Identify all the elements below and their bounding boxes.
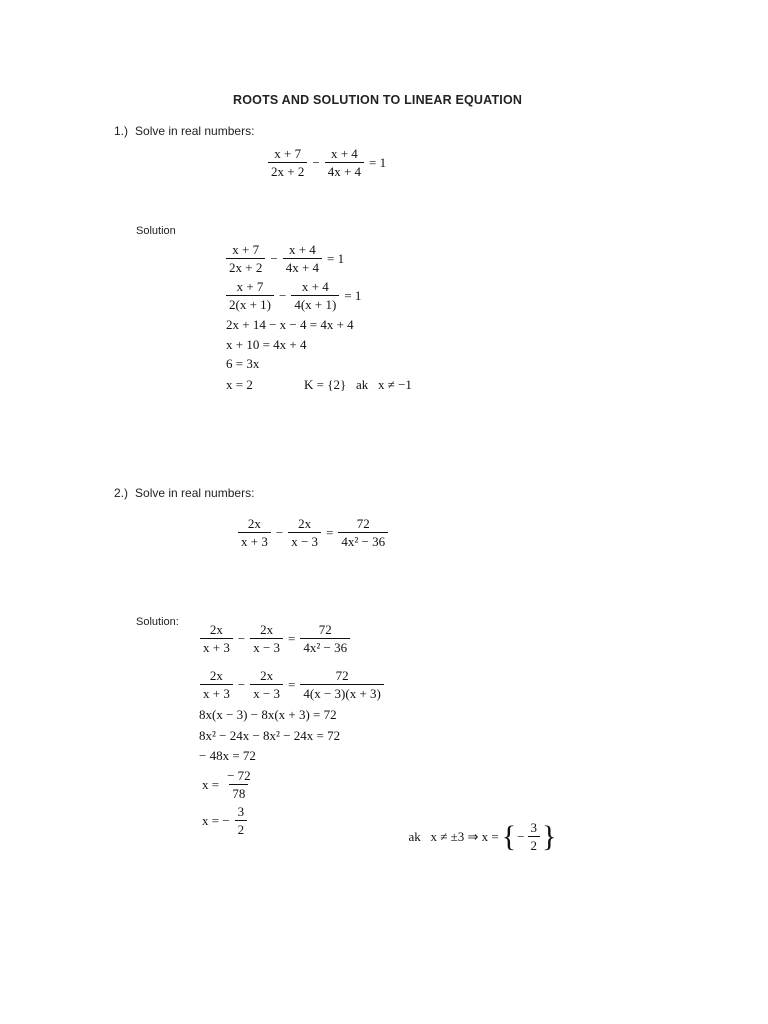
solution-2-step-5: − 48x = 72	[199, 748, 256, 763]
solution-1-step-6: x = 2	[226, 377, 253, 392]
solution-2-step-2: $\frac{2x}{x + 3}$ − $\frac{2x}{x - 3}$ = $\frac{72}{4(x - 3)(x + 3)}$	[198, 668, 386, 701]
solution-2-answer: ak x ≠ ±3 ⇒ x = {− $\frac{3}{2}$ }	[408, 819, 557, 853]
problem-1-equation: $\frac{x + 7}{2x + 2}$ − $\frac{x + 4}{4x + 4}$ = 1	[266, 146, 389, 179]
problem-1-text: Solve in real numbers:	[135, 124, 255, 138]
problem-2-text: Solve in real numbers:	[135, 486, 255, 500]
solution-1-answer: K = {2} ak x ≠ −1	[304, 377, 412, 392]
problem-2-prompt	[114, 486, 254, 500]
solution-1-step-4: x + 10 = 4x + 4	[226, 337, 307, 352]
solution-1-step-1: $\frac{x + 7}{2x + 2}$ − $\frac{x + 4}{4x + 4}$ = 1	[224, 242, 347, 275]
fraction: $\frac{x + 7}{2x + 2}$	[268, 146, 307, 179]
problem-1-number: 1.)	[114, 124, 129, 138]
solution-1-step-5: 6 = 3x	[226, 356, 260, 371]
problem-2-number: 2.)	[114, 486, 129, 500]
problem-2-equation: $\frac{2x}{x + 3}$ − $\frac{2x}{x - 3}$ = $\frac{72}{\text{4x² − 36}}$	[236, 516, 390, 549]
solution-2-step-3: 8x(x − 3) − 8x(x + 3) = 72	[199, 707, 337, 722]
solution-2-step-1: $\frac{2x}{x + 3}$ − $\frac{2x}{x - 3}$ = $\frac{72}{\text{4x² − 36}}$	[198, 622, 352, 655]
solution-2-step-7: x = − $\frac{3}{2}$	[199, 804, 249, 837]
fraction: $\frac{x + 4}{4x + 4}$	[325, 146, 364, 179]
solution-1-label: Solution	[136, 225, 176, 237]
solution-1-step-2: $\frac{x + 7}{2(x + 1)}$ − $\frac{x + 4}{4(x + 1)}$ = 1	[224, 279, 364, 312]
solution-2-step-6: x = $\frac{- 72}{78}$	[202, 768, 251, 801]
solution-1-step-3: 2x + 14 − x − 4 = 4x + 4	[226, 317, 354, 332]
problem-1-prompt	[114, 124, 254, 138]
page-title: ROOTS AND SOLUTION TO LINEAR EQUATION	[233, 93, 523, 107]
solution-2-step-4: 8x² − 24x − 8x² − 24x = 72	[199, 728, 341, 743]
solution-2-label: Solution:	[136, 616, 179, 628]
